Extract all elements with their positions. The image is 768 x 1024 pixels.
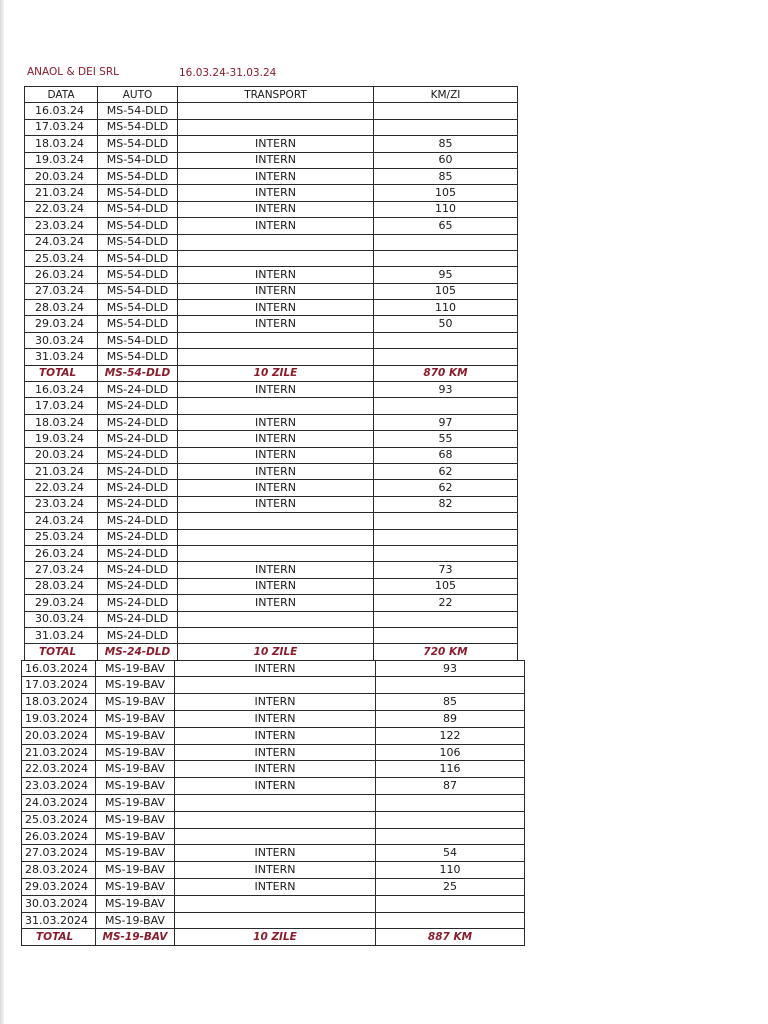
cell-auto: MS-24-DLD [98, 611, 178, 627]
mileage-sheet [24, 86, 525, 946]
cell-auto: MS-19-BAV [96, 895, 175, 912]
cell-km [374, 349, 518, 365]
cell-km [374, 119, 518, 135]
cell-date: 31.03.2024 [22, 912, 96, 929]
cell-auto: MS-24-DLD [98, 414, 178, 430]
cell-km: 105 [374, 185, 518, 201]
cell-date: 21.03.24 [25, 185, 98, 201]
table-row [25, 136, 518, 152]
cell-date: 19.03.2024 [22, 711, 96, 728]
cell-transport: INTERN [175, 660, 376, 677]
cell-date: 19.03.24 [25, 431, 98, 447]
cell-km [376, 795, 525, 812]
cell-km: 110 [374, 300, 518, 316]
cell-date: 28.03.24 [25, 300, 98, 316]
cell-auto: MS-19-BAV [96, 694, 175, 711]
cell-km [374, 103, 518, 119]
cell-date: 26.03.24 [25, 545, 98, 561]
table-row [25, 463, 518, 479]
cell-transport [178, 349, 374, 365]
cell-transport [178, 103, 374, 119]
cell-transport: 10 ZILE [178, 365, 374, 381]
cell-date: 29.03.2024 [22, 879, 96, 896]
cell-km: 65 [374, 218, 518, 234]
cell-transport [175, 895, 376, 912]
cell-km: 85 [374, 136, 518, 152]
document-header [27, 66, 277, 79]
cell-km: 25 [376, 879, 525, 896]
cell-km: 54 [376, 845, 525, 862]
table-row [25, 201, 518, 217]
cell-date: 24.03.2024 [22, 795, 96, 812]
cell-transport: INTERN [175, 744, 376, 761]
cell-auto: MS-19-BAV [96, 727, 175, 744]
cell-auto: MS-24-DLD [98, 513, 178, 529]
cell-km [374, 545, 518, 561]
cell-transport: INTERN [178, 382, 374, 398]
cell-km: 97 [374, 414, 518, 430]
table-row [25, 545, 518, 561]
cell-date: 20.03.2024 [22, 727, 96, 744]
cell-transport: INTERN [178, 300, 374, 316]
cell-km: 105 [374, 283, 518, 299]
cell-transport [178, 250, 374, 266]
table-row [25, 529, 518, 545]
mileage-table-bav [21, 660, 525, 947]
cell-auto: MS-54-DLD [98, 103, 178, 119]
cell-transport: INTERN [178, 447, 374, 463]
table-row [25, 267, 518, 283]
cell-km: 110 [374, 201, 518, 217]
cell-km: 95 [374, 267, 518, 283]
cell-transport [175, 811, 376, 828]
table-row [22, 828, 525, 845]
cell-auto: MS-54-DLD [98, 136, 178, 152]
cell-transport [178, 234, 374, 250]
table-row [25, 349, 518, 365]
report-period: 16.03.24-31.03.24 [179, 67, 277, 79]
mileage-table-dld [24, 86, 518, 661]
cell-transport: 10 ZILE [178, 644, 374, 660]
cell-km: 105 [374, 578, 518, 594]
cell-auto: MS-54-DLD [98, 119, 178, 135]
cell-auto: MS-19-BAV [96, 711, 175, 728]
col-header-auto: AUTO [98, 87, 178, 103]
table-row [22, 744, 525, 761]
cell-date: 17.03.2024 [22, 677, 96, 694]
cell-transport [178, 627, 374, 643]
cell-transport: INTERN [178, 431, 374, 447]
cell-transport: INTERN [175, 694, 376, 711]
cell-auto: MS-19-BAV [96, 811, 175, 828]
cell-transport [175, 677, 376, 694]
cell-km: 93 [374, 382, 518, 398]
cell-date: 23.03.24 [25, 218, 98, 234]
cell-km: 87 [376, 778, 525, 795]
cell-date: 18.03.24 [25, 136, 98, 152]
cell-auto: MS-54-DLD [98, 250, 178, 266]
cell-auto: MS-19-BAV [96, 744, 175, 761]
table-row [22, 711, 525, 728]
table-body-dld [25, 103, 518, 660]
table-row [25, 185, 518, 201]
cell-transport: INTERN [178, 267, 374, 283]
cell-date: 21.03.2024 [22, 744, 96, 761]
cell-auto: MS-54-DLD [98, 234, 178, 250]
table-row [25, 578, 518, 594]
cell-auto: MS-54-DLD [98, 201, 178, 217]
cell-km [376, 912, 525, 929]
cell-auto: MS-54-DLD [98, 152, 178, 168]
cell-date: 20.03.24 [25, 447, 98, 463]
cell-date: 26.03.2024 [22, 828, 96, 845]
table-row [22, 862, 525, 879]
table-row [25, 382, 518, 398]
cell-transport [178, 611, 374, 627]
cell-auto: MS-24-DLD [98, 431, 178, 447]
cell-auto: MS-19-BAV [96, 677, 175, 694]
table-row [25, 414, 518, 430]
table-row [22, 879, 525, 896]
cell-km [374, 627, 518, 643]
cell-auto: MS-24-DLD [98, 578, 178, 594]
cell-km: 89 [376, 711, 525, 728]
cell-date: 16.03.2024 [22, 660, 96, 677]
table-row [25, 513, 518, 529]
cell-transport: INTERN [178, 414, 374, 430]
cell-km: 82 [374, 496, 518, 512]
table-row [25, 119, 518, 135]
cell-km [374, 611, 518, 627]
cell-km: 110 [376, 862, 525, 879]
table-row [25, 398, 518, 414]
cell-auto: MS-19-BAV [96, 929, 175, 946]
cell-km [374, 398, 518, 414]
cell-auto: MS-54-DLD [98, 267, 178, 283]
table-row [25, 480, 518, 496]
cell-auto: MS-54-DLD [98, 365, 178, 381]
cell-transport: INTERN [178, 562, 374, 578]
cell-auto: MS-24-DLD [98, 545, 178, 561]
cell-date: 26.03.24 [25, 267, 98, 283]
cell-date: 29.03.24 [25, 316, 98, 332]
cell-auto: MS-24-DLD [98, 644, 178, 660]
cell-auto: MS-54-DLD [98, 349, 178, 365]
cell-auto: MS-24-DLD [98, 463, 178, 479]
cell-transport: INTERN [175, 778, 376, 795]
cell-km [376, 895, 525, 912]
table-row [25, 316, 518, 332]
cell-transport: INTERN [178, 595, 374, 611]
cell-km: 93 [376, 660, 525, 677]
col-header-transport: TRANSPORT [178, 87, 374, 103]
cell-km [374, 332, 518, 348]
cell-date: 17.03.24 [25, 119, 98, 135]
cell-date: 20.03.24 [25, 168, 98, 184]
scan-page-edge [0, 0, 4, 1024]
cell-date: 25.03.24 [25, 529, 98, 545]
cell-date: 30.03.24 [25, 611, 98, 627]
cell-auto: MS-24-DLD [98, 480, 178, 496]
cell-date: 24.03.24 [25, 234, 98, 250]
cell-transport: 10 ZILE [175, 929, 376, 946]
cell-transport: INTERN [175, 761, 376, 778]
cell-transport: INTERN [175, 727, 376, 744]
table-row [22, 694, 525, 711]
cell-km: 50 [374, 316, 518, 332]
cell-km [376, 811, 525, 828]
cell-km: 55 [374, 431, 518, 447]
cell-transport [175, 795, 376, 812]
cell-date: 23.03.2024 [22, 778, 96, 795]
table-row [22, 845, 525, 862]
table-row [25, 562, 518, 578]
table-row [25, 431, 518, 447]
total-row [22, 929, 525, 946]
cell-transport: INTERN [178, 152, 374, 168]
cell-transport [175, 828, 376, 845]
cell-date: 28.03.24 [25, 578, 98, 594]
cell-auto: MS-54-DLD [98, 168, 178, 184]
cell-km: 122 [376, 727, 525, 744]
table-row [22, 778, 525, 795]
cell-km: 22 [374, 595, 518, 611]
cell-transport: INTERN [178, 168, 374, 184]
cell-date: 31.03.24 [25, 627, 98, 643]
cell-auto: MS-24-DLD [98, 398, 178, 414]
cell-auto: MS-19-BAV [96, 761, 175, 778]
table-row [25, 300, 518, 316]
total-row [25, 365, 518, 381]
cell-km: 720 KM [374, 644, 518, 660]
table-row [25, 496, 518, 512]
cell-km [374, 513, 518, 529]
cell-auto: MS-24-DLD [98, 627, 178, 643]
cell-auto: MS-54-DLD [98, 300, 178, 316]
cell-date: 22.03.24 [25, 480, 98, 496]
table-row [25, 611, 518, 627]
cell-date: TOTAL [22, 929, 96, 946]
cell-auto: MS-19-BAV [96, 879, 175, 896]
table-row [25, 283, 518, 299]
cell-date: 22.03.2024 [22, 761, 96, 778]
cell-date: 22.03.24 [25, 201, 98, 217]
cell-auto: MS-54-DLD [98, 218, 178, 234]
cell-km: 870 KM [374, 365, 518, 381]
cell-auto: MS-24-DLD [98, 496, 178, 512]
cell-transport: INTERN [175, 879, 376, 896]
table-row [22, 912, 525, 929]
cell-transport [178, 529, 374, 545]
table-header-row [25, 87, 518, 103]
cell-date: 29.03.24 [25, 595, 98, 611]
cell-date: 31.03.24 [25, 349, 98, 365]
cell-transport: INTERN [175, 845, 376, 862]
cell-date: 24.03.24 [25, 513, 98, 529]
cell-auto: MS-19-BAV [96, 845, 175, 862]
cell-auto: MS-19-BAV [96, 778, 175, 795]
cell-date: 25.03.24 [25, 250, 98, 266]
table-row [22, 727, 525, 744]
cell-km: 60 [374, 152, 518, 168]
cell-km [376, 828, 525, 845]
cell-date: 23.03.24 [25, 496, 98, 512]
col-header-date: DATA [25, 87, 98, 103]
table-row [22, 660, 525, 677]
cell-transport: INTERN [178, 496, 374, 512]
cell-date: 18.03.24 [25, 414, 98, 430]
cell-auto: MS-24-DLD [98, 447, 178, 463]
cell-date: 30.03.2024 [22, 895, 96, 912]
cell-date: 21.03.24 [25, 463, 98, 479]
table-row [22, 895, 525, 912]
cell-date: 25.03.2024 [22, 811, 96, 828]
cell-km [374, 250, 518, 266]
table-row [25, 595, 518, 611]
cell-auto: MS-54-DLD [98, 283, 178, 299]
table-row [25, 218, 518, 234]
table-row [22, 761, 525, 778]
cell-transport [178, 545, 374, 561]
cell-transport: INTERN [175, 711, 376, 728]
company-name: ANAOL & DEI SRL [27, 66, 119, 78]
col-header-km: KM/ZI [374, 87, 518, 103]
cell-km [374, 234, 518, 250]
total-row [25, 644, 518, 660]
cell-km [376, 677, 525, 694]
table-row [22, 811, 525, 828]
table-row [25, 152, 518, 168]
table-row [25, 103, 518, 119]
cell-auto: MS-19-BAV [96, 912, 175, 929]
cell-transport [178, 332, 374, 348]
cell-km: 62 [374, 463, 518, 479]
cell-date: TOTAL [25, 644, 98, 660]
table-row [22, 677, 525, 694]
cell-date: 18.03.2024 [22, 694, 96, 711]
table-row [25, 332, 518, 348]
cell-transport: INTERN [178, 480, 374, 496]
cell-transport [178, 513, 374, 529]
cell-km: 116 [376, 761, 525, 778]
cell-date: 30.03.24 [25, 332, 98, 348]
cell-auto: MS-24-DLD [98, 382, 178, 398]
cell-auto: MS-24-DLD [98, 595, 178, 611]
cell-auto: MS-24-DLD [98, 529, 178, 545]
cell-date: 27.03.24 [25, 562, 98, 578]
cell-transport [175, 912, 376, 929]
cell-transport: INTERN [178, 283, 374, 299]
cell-auto: MS-19-BAV [96, 862, 175, 879]
cell-km: 68 [374, 447, 518, 463]
cell-transport: INTERN [178, 136, 374, 152]
cell-transport: INTERN [178, 316, 374, 332]
cell-transport: INTERN [178, 463, 374, 479]
cell-km: 106 [376, 744, 525, 761]
cell-transport [178, 119, 374, 135]
cell-auto: MS-19-BAV [96, 828, 175, 845]
cell-date: 27.03.2024 [22, 845, 96, 862]
cell-date: TOTAL [25, 365, 98, 381]
table-row [25, 250, 518, 266]
cell-transport: INTERN [178, 201, 374, 217]
cell-transport: INTERN [178, 578, 374, 594]
table-row [22, 795, 525, 812]
cell-transport [178, 398, 374, 414]
cell-auto: MS-19-BAV [96, 660, 175, 677]
cell-date: 16.03.24 [25, 382, 98, 398]
cell-auto: MS-19-BAV [96, 795, 175, 812]
cell-date: 28.03.2024 [22, 862, 96, 879]
cell-km: 85 [374, 168, 518, 184]
cell-auto: MS-24-DLD [98, 562, 178, 578]
cell-date: 17.03.24 [25, 398, 98, 414]
cell-km [374, 529, 518, 545]
cell-auto: MS-54-DLD [98, 316, 178, 332]
table-row [25, 234, 518, 250]
cell-transport: INTERN [175, 862, 376, 879]
cell-auto: MS-54-DLD [98, 185, 178, 201]
table-row [25, 627, 518, 643]
cell-auto: MS-54-DLD [98, 332, 178, 348]
cell-date: 19.03.24 [25, 152, 98, 168]
cell-transport: INTERN [178, 218, 374, 234]
table-body-bav [22, 660, 525, 946]
cell-date: 16.03.24 [25, 103, 98, 119]
cell-km: 85 [376, 694, 525, 711]
table-row [25, 168, 518, 184]
cell-transport: INTERN [178, 185, 374, 201]
cell-date: 27.03.24 [25, 283, 98, 299]
table-row [25, 447, 518, 463]
cell-km: 62 [374, 480, 518, 496]
cell-km: 887 KM [376, 929, 525, 946]
cell-km: 73 [374, 562, 518, 578]
